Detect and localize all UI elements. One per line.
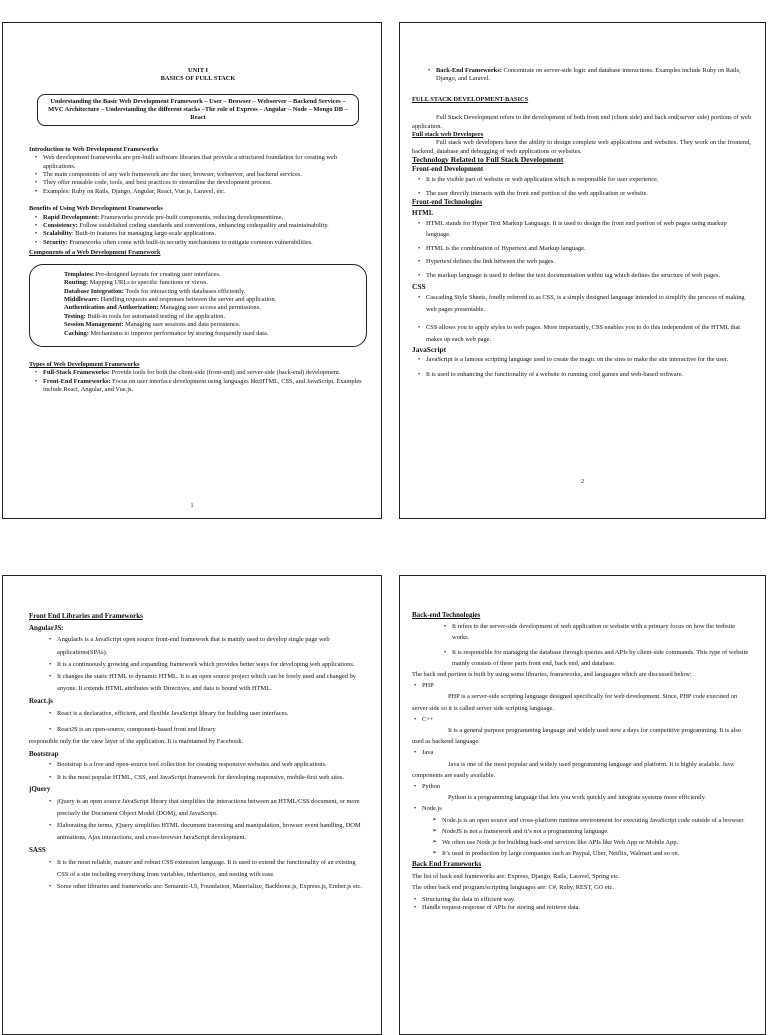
- intro-heading: Introduction to Web Development Frameworks: [29, 145, 159, 153]
- js-list: [412, 354, 751, 380]
- sass-list: [29, 857, 367, 894]
- types-heading: Types of Web Development Frameworks: [29, 360, 140, 368]
- list-item: • AngularJs is a JavaScript open source front-end framework that is mainly used to develop single page web applications(SPAs).: [57, 634, 367, 658]
- list-item: • HTML is the combination of Hypertext and Markup language.: [426, 243, 751, 255]
- list-item: • Handle request-response of APIs for storing and retrieve data.: [422, 904, 751, 912]
- be-lang-list: [412, 714, 751, 725]
- fsd-paragraph: Full stack web developers have the ability to design complete web applications and websites. They work on the frontend, backend, database and debugging of web applications or websites.: [412, 139, 751, 155]
- page-3: [2, 575, 382, 1035]
- component-item: Templates: Pre-designed layouts for creating user interfaces.: [64, 270, 221, 278]
- fe-dev-heading: Front-end Development: [412, 164, 484, 173]
- list-item: • Elaborating the terms, jQuery simplifies HTML document traversing and manipulation, browser event handling, DOM animations, Ajax interactions, and cross-browser JavaScript development.: [57, 820, 367, 844]
- css-heading: CSS: [412, 282, 426, 292]
- fs-heading: FULL STACK DEVELOPMENT-BASICS: [412, 95, 529, 103]
- list-item: • The main components of any web framework are the user, browser, webserver, and backend services.: [43, 171, 367, 179]
- component-item: Caching: Mechanisms to improve performance by storing frequently used data.: [64, 329, 269, 337]
- list-item: • Examples: Ruby on Rails, Django, Angular, React, Vue.js, Laravel, etc.: [43, 188, 367, 196]
- syllabus-text: Understanding the Basic Web Development Framework – User – Browser – Webserver – Backend Services – MVC Architecture – Understanding the different stacks –The role of Express – Angular – Node – Mongo DB – React: [48, 97, 348, 121]
- list-item: • It is the most reliable, mature and robust CSS extension language. It is used to extend the functionality of an existing CSS of a site including everything from variables, inheritance, and nesting with ease.: [57, 857, 367, 881]
- be-lang-list: [412, 680, 751, 691]
- list-item: • It refers to the server-side development of web application or website with a primary focus on how the website works.: [452, 621, 751, 643]
- list-item: • Hypertext defines the link between the web pages.: [426, 256, 751, 268]
- list-item: • Bootstrap is a free and open-source tool collection for creating responsive websites and web applications.: [57, 760, 367, 770]
- tech-heading: Technology Related to Full Stack Development: [412, 155, 564, 165]
- component-item: Session Management: Managing user sessions and data persistence.: [64, 321, 241, 329]
- list-item: • Some other libraries and frameworks are: Semantic-UI, Foundation, Materialize, Backbone.js, Express.js, Ember.js etc.: [57, 881, 367, 893]
- react-list: [29, 708, 367, 736]
- page-4: [399, 575, 766, 1035]
- list-item: • The markup language is used to define the text documentation within tag which defines the structure of web pages.: [426, 270, 751, 282]
- page-2: [399, 22, 766, 519]
- list-item: • Scalability: Built-in features for managing large-scale applications.: [43, 230, 367, 238]
- list-item: • Rapid Development: Frameworks provide pre-built components, reducing developmenttime.: [43, 214, 367, 222]
- bootstrap-heading: Bootstrap: [29, 750, 59, 759]
- page-number: 1: [190, 503, 194, 509]
- components-heading: Components of a Web Development Framework: [29, 249, 161, 257]
- list-item: • It is responsible for managing the database through queries and APIs by client-side commands. This type of website mainly consists of three parts front end, back end, and database.: [452, 647, 751, 669]
- php-text: PHP is a server-side scripting language designed specifically for web development. Since, PHP code executed on server side so it is called server side scripting language.: [412, 693, 738, 712]
- list-item: • Back-End Frameworks: Concentrate on server-side logic and database interactions. Examples include Ruby on Rails, Django, and Laravel.: [436, 67, 751, 84]
- fe-dev-list: [412, 175, 751, 198]
- jquery-heading: jQuery: [29, 785, 51, 794]
- list-item: • It is the visible part of website or web application which is responsible for user experience.: [426, 175, 751, 185]
- fs-paragraph: Full Stack Development refers to the development of both front end (client side) and back end(server side) portions of web application.: [412, 114, 751, 130]
- bef-list: [412, 896, 751, 913]
- list-item: • ReactJS is an open-source, component-based front end library: [57, 724, 367, 736]
- benefits-heading: Benefits of Using Web Development Frameworks: [29, 205, 163, 213]
- list-item: • jQuery is an open source JavaScript library that simplifies the interactions between an HTML/CSS document, or more precisely the Document Object Model (DOM), and JavaScript.: [57, 796, 367, 820]
- react-heading: React.js: [29, 697, 53, 706]
- list-item: • JavaScript is a famous scripting language used to create the magic on the sites to make the site interactive for the user.: [426, 354, 751, 365]
- js-heading: JavaScript: [412, 344, 447, 354]
- be-intro-paragraph: The back end portion is built by using some libraries, frameworks, and languages which are discussed below:: [412, 671, 692, 679]
- java-label: Java: [422, 749, 434, 757]
- list-item: • Cascading Style Sheets, fondly referred to as CSS, is a simply designed language intended to simplify the process of making web pages presentable.: [426, 292, 751, 316]
- syllabus-box: [37, 94, 359, 126]
- page-4-content: [412, 610, 751, 913]
- page-3-content: [29, 610, 367, 893]
- components-box: [29, 264, 367, 347]
- java-text: Java is one of the most popular and widely used programming language and platform. It is highly scalable. Java components are easily available.: [412, 760, 734, 779]
- bef-paragraph-2: The other back end program/scripting languages are: C#, Ruby, REST, GO etc.: [412, 883, 614, 891]
- list-item: [422, 680, 751, 691]
- list-item: [422, 714, 751, 725]
- list-item: • They offer reusable code, tools, and best practices to streamline the development process.: [43, 179, 367, 187]
- unit-label: UNIT I: [188, 67, 208, 74]
- list-item: • Web development frameworks are pre-built software libraries that provide a structured foundation for creating web applications.: [43, 154, 367, 171]
- list-item: • The user directly interacts with the front end portion of the web application or website.: [426, 189, 751, 199]
- list-item: [422, 803, 751, 814]
- list-item: [422, 781, 751, 792]
- node-label: Node.js: [422, 805, 442, 813]
- node-list: [412, 815, 751, 860]
- be-tech-heading: Back-end Technologies: [412, 611, 481, 619]
- page-1: [2, 22, 382, 519]
- types-list: [29, 369, 367, 394]
- list-item: • It is used to enhancing the functionality of a website to running cool games and web-based software.: [426, 369, 751, 380]
- bef-heading: Back End Frameworks: [412, 860, 482, 869]
- list-item: • CSS allows you to apply styles to web pages. More importantly, CSS enables you to do this independent of the HTML that makes up each web page.: [426, 322, 751, 346]
- react-continuation: responsible only for the view layer of the application. It is maintained by Facebook.: [29, 738, 244, 746]
- list-item: ➢ We often use Node.js for building back-end services like APIs like Web App or Mobile App.: [442, 837, 751, 848]
- page-1-content: [29, 67, 367, 395]
- list-item: • Security: Frameworks often come with built-in security mechanisms to mitigate common vulnerabilities.: [43, 239, 367, 247]
- list-item: • It changes the static HTML to dynamic HTML. It is an open source project which can be freely used and changed by anyone. It extends HTML attributes with Directives, and data is bound with HTML.: [57, 671, 367, 695]
- angular-heading: AngularJS:: [29, 624, 64, 633]
- page-number: 2: [581, 479, 584, 485]
- css-list: [412, 292, 751, 346]
- bef-paragraph-1: The list of back end frameworks are: Express, Django, Rails, Laravel, Spring etc.: [412, 872, 620, 880]
- list-item: • HTML stands for Hyper Text Markup Language. It is used to design the front end portion of web pages using markup language.: [426, 218, 751, 241]
- list-item: • React is a declarative, efficient, and flexible JavaScript library for building user interfaces.: [57, 708, 367, 720]
- page-2-content: [412, 67, 751, 380]
- component-item: Authentication and Authorization: Managing user access and permissions.: [64, 304, 261, 312]
- be-lang-list: [412, 781, 751, 792]
- list-item: • It is the most popular HTML, CSS, and JavaScript framework for developing responsive, mobile-first web sites.: [57, 773, 367, 783]
- fe-libs-heading: Front End Libraries and Frameworks: [29, 612, 143, 620]
- python-label: Python: [422, 783, 441, 791]
- component-item: Middleware: Handling requests and responses between the server and application.: [64, 295, 277, 303]
- angular-list: [29, 634, 367, 695]
- html-heading: HTML: [412, 209, 434, 218]
- be-lang-list: [412, 747, 751, 758]
- backend-fw-list: [412, 67, 751, 84]
- list-item: • Full-Stack Frameworks: Provide tools for both the client-side (front-end) and server-side (back-end) development.: [43, 369, 367, 377]
- php-label: PHP: [422, 682, 434, 690]
- python-text: Python is a programming language that lets you work quickly and integrate systems more efficiently.: [448, 794, 707, 802]
- cpp-text: It is a general purpose programming language and widely used now a days for competitive programming. It is also used as backend language.: [412, 727, 742, 746]
- fsd-heading: Full stack web Developers: [412, 131, 484, 139]
- list-item: [422, 747, 751, 758]
- be-lang-list: [412, 803, 751, 814]
- list-item: ➢ Node.js is an open source and cross-platform runtime environment for executing JavaScript code outside of a browser.: [442, 815, 751, 826]
- bootstrap-list: [29, 760, 367, 783]
- list-item: • It is a continuously growing and expanding framework which provides better ways for developing web applications.: [57, 659, 367, 671]
- sass-heading: SASS: [29, 846, 46, 855]
- list-item: • Structuring the data in efficient way.: [422, 896, 751, 904]
- list-item: ➢ It’s used in production by large companies such as Paypal, Uber, Netflix, Walmart and so on.: [442, 848, 751, 859]
- list-item: • Front-End Frameworks: Focus on user interface development using languages likeHTML, CSS, and JavaScript. Examples include React, Angular, and Vue.js.: [43, 378, 367, 395]
- component-item: Database Integration: Tools for interacting with databases efficiently.: [64, 287, 246, 295]
- benefits-list: [29, 214, 367, 248]
- jquery-list: [29, 796, 367, 845]
- cpp-label: C++: [422, 715, 434, 723]
- be-intro-list: [412, 621, 751, 669]
- intro-list: [29, 154, 367, 196]
- list-item: • Consistency: Follow established coding standards and conventions, enhancing codequality and maintainability.: [43, 222, 367, 230]
- component-item: Routing: Mapping URLs to specific functions or views.: [64, 279, 209, 287]
- unit-title: BASICS OF FULL STACK: [160, 75, 236, 83]
- fe-tech-heading: Front-end Technologies: [412, 198, 483, 207]
- list-item: ➢ NodeJS is not a framework and it’s not a programming language.: [442, 826, 751, 837]
- html-list: [412, 218, 751, 282]
- component-item: Testing: Built-in tools for automated testing of the application.: [64, 312, 226, 320]
